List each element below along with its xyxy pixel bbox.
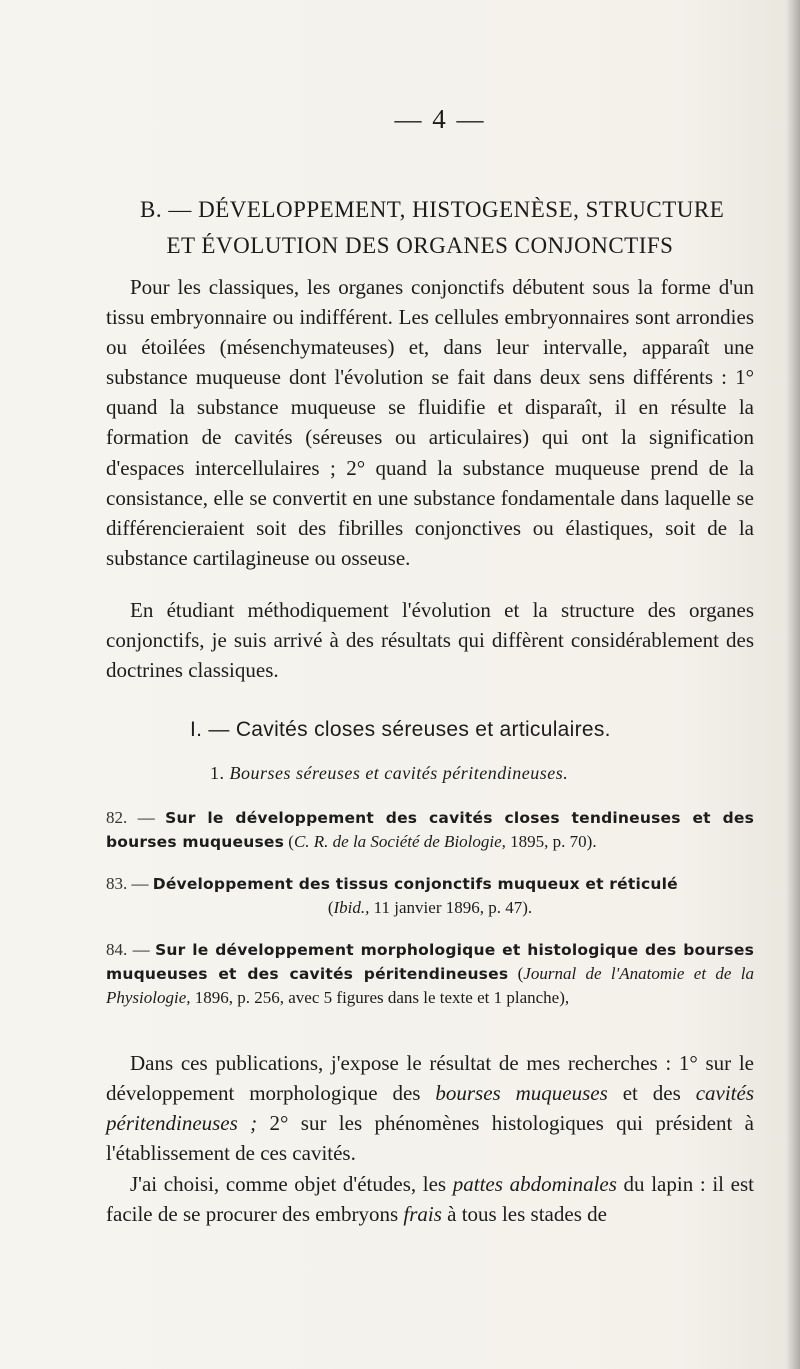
page-number: — 4 — — [394, 104, 486, 134]
sub-subsection-heading — [210, 763, 730, 784]
paragraph-publications: Dans ces publications, j'expose le résultat de mes recherches : 1° sur le développement morphologique des bourses muqueuses et des cavités péritendineuses ; 2° sur les phénomènes histologiques qui président à l'établissement de ces cavités. — [106, 1051, 754, 1166]
subsection-heading: I. — Cavités closes séreuses et articulaires. — [190, 718, 611, 741]
paragraph-classical-view: Pour les classiques, les organes conjonctifs débutent sous la forme d'un tissu embryonnaire ou indifférent. Les cellules embryonnaires sont arrondies ou étoilées (mésenchymateuses) et, dans leur intervalle, apparaît une substance muqueuse dont l'évolution se fait dans deux sens différents : 1° quand la substance muqueuse se fluidifie et disparaît, il en résulte la formation de cavités (séreuses ou articulaires) qui ont la signification d'espaces intercellulaires ; 2° quand la substance muqueuse prend de la consistance, elle se convertit en une substance fondamentale dans laquelle se différencieraient soit des fibrilles conjonctives ou élastiques, soit de la substance cartilagineuse ou osseuse. — [106, 275, 754, 570]
entry-title: Développement des tissus conjonctifs muqueux et réticulé — [152, 875, 678, 893]
entry-title: Sur le développement des cavités closes tendineuses et des bourses muqueuses — [106, 809, 755, 851]
entry-reference: (C. R. de la Société de Biologie, 1895, p. 70). — [288, 832, 597, 851]
sub-subsection-title: Bourses séreuses et cavités péritendineuses. — [229, 763, 569, 783]
paragraph-study-object: J'ai choisi, comme objet d'études, les pattes abdominales du lapin : il est facile de se procurer des embryons frais à tous les stades de — [106, 1172, 754, 1227]
entry-number: 84. — [106, 940, 128, 959]
bibliography-entry-82: 82. — Sur le développement des cavités closes tendineuses et des bourses muqueuses (C. R. de la Société de Biologie, 1895, p. 70). — [106, 808, 755, 851]
paragraph-author-results: En étudiant méthodiquement l'évolution et la structure des organes conjonctifs, je suis arrivé à des résultats qui diffèrent considérablement des doctrines classiques. — [106, 598, 754, 683]
entry-reference: (Journal de l'Anatomie et de la Physiologie, 1896, p. 256, avec 5 figures dans le texte et 1 planche), — [106, 964, 755, 1007]
section-title-line-1: B. — DÉVELOPPEMENT, HISTOGENÈSE, STRUCTURE — [140, 197, 725, 222]
entry-number: 83. — [106, 874, 128, 893]
entry-title: Sur le développement morphologique et histologique des bourses muqueuses et des cavités péritendineuses — [106, 941, 755, 983]
bibliography-entry-84: 84. — Sur le développement morphologique et histologique des bourses muqueuses et des cavités péritendineuses (Journal de l'Anatomie et de la Physiologie, 1896, p. 256, avec 5 figures dans le texte et 1 planche), — [106, 940, 755, 1007]
bibliography-entry-83: 83. — Développement des tissus conjonctifs muqueux et réticulé (Ibid., 11 janvier 1896, p. 47). — [106, 872, 754, 920]
entry-reference: (Ibid., 11 janvier 1896, p. 47). — [327, 898, 533, 917]
sub-subsection-number: 1. — [210, 763, 225, 783]
section-title-line-2: ET ÉVOLUTION DES ORGANES CONJONCTIFS — [166, 233, 674, 258]
entry-number: 82. — [106, 808, 128, 827]
